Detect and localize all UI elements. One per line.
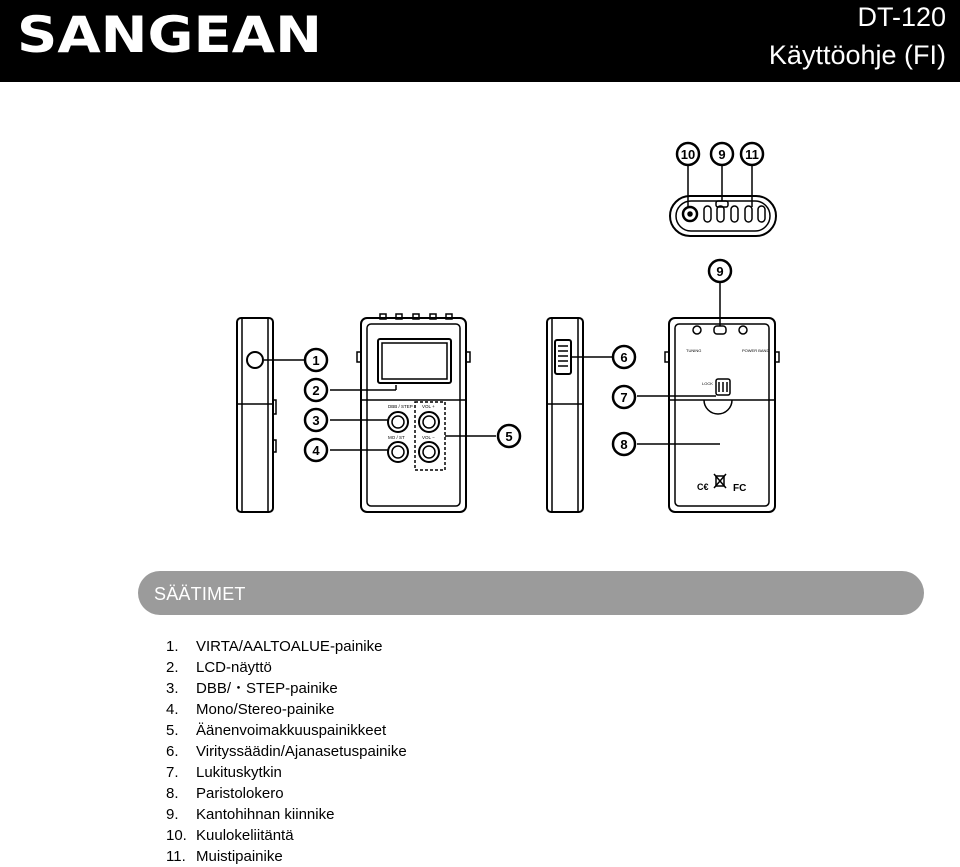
vol-plus-label: VOL + [422,404,435,409]
section-header-bar [138,571,924,615]
callout-label-9: 9 [716,264,724,279]
svg-text:FC: FC [733,483,747,494]
callout-label-5: 5 [505,429,513,444]
model-name: DT-120 [857,2,946,32]
list-item: 8. Paristolokero [166,785,284,802]
list-item: 5. Äänenvoimakkuuspainikkeet [166,722,387,739]
callout-label-11: 11 [745,147,759,162]
callout-label-6: 6 [620,350,628,365]
list-item: 9. Kantohihnan kiinnike [166,806,335,823]
vol-minus-label: VOL − [422,435,435,440]
callout-label-9-top: 9 [718,147,726,162]
list-item: 11. Muistipainike [166,848,283,865]
back-view [637,282,779,512]
list-item: 3. DBB/・STEP-painike [166,680,338,697]
left-side-view [237,318,305,512]
brand-logo: SANGEAN [17,6,322,64]
callout-label-4: 4 [312,443,320,458]
dbb-step-label: DBB / STEP [388,404,413,409]
tuning-label: TUNING [686,348,702,353]
callout-label-8: 8 [620,437,628,452]
list-item: 1. VIRTA/AALTOALUE-painike [166,638,383,655]
controls-list [166,636,407,867]
svg-text:C€: C€ [697,482,709,492]
right-side-view [547,318,612,512]
section-title: SÄÄTIMET [154,584,246,604]
callout-label-7: 7 [620,390,628,405]
mo-st-label: MO / ST [388,435,405,440]
front-view [330,314,496,512]
callout-label-10: 10 [680,147,696,162]
list-item: 7. Lukituskytkin [166,764,282,781]
power-band-label: POWER BAND [742,348,770,353]
lock-label: LOCK [702,381,713,386]
radio-diagram [0,82,960,560]
top-view [670,165,776,236]
callout-label-1: 1 [312,353,320,368]
list-item: 6. Virityssäädin/Ajanasetuspainike [166,743,407,760]
callout-label-2: 2 [312,383,320,398]
page-header [0,0,960,82]
manual-title: Käyttöohje (FI) [768,40,946,70]
callout-label-3: 3 [312,413,320,428]
list-item: 10. Kuulokeliitäntä [166,827,294,844]
list-item: 2. LCD-näyttö [166,659,272,676]
list-item: 4. Mono/Stereo-painike [166,701,335,718]
